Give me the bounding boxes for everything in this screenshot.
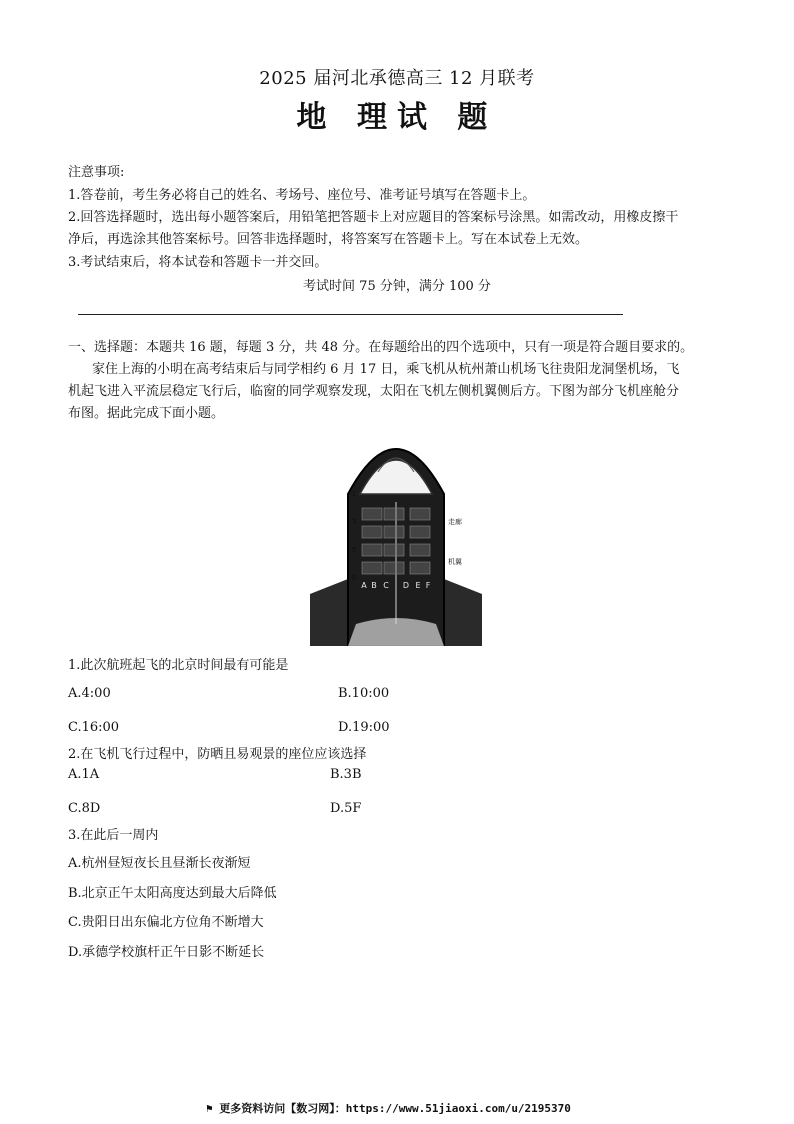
scenario-line-3: 布图。据此完成下面小题。 bbox=[68, 406, 225, 421]
question-2-option-a: A.1A bbox=[68, 767, 100, 782]
seat-letter-c: C bbox=[383, 581, 389, 590]
scenario-line-2: 机起飞进入平流层稳定飞行后，临窗的同学观察发现，太阳在飞机左侧机翼侧后方。下图为部分飞机座舱分 bbox=[68, 384, 680, 399]
seat-letter-a: A bbox=[361, 581, 367, 590]
question-3-option-d: D.承德学校旗杆正午日影不断延长 bbox=[68, 945, 265, 960]
right-wing bbox=[444, 579, 482, 646]
airplane-cabin-svg bbox=[298, 424, 494, 646]
seat-letter-e: E bbox=[415, 581, 421, 590]
seat-letter-f: F bbox=[425, 581, 431, 590]
question-3-option-c: C.贵阳日出东偏北方位角不断增大 bbox=[68, 915, 264, 930]
subject-title: 地 理试 题 bbox=[296, 100, 498, 135]
question-3-option-b: B.北京正午太阳高度达到最大后降低 bbox=[68, 886, 277, 901]
notice-heading: 注意事项: bbox=[68, 165, 125, 180]
question-1-option-c: C.16:00 bbox=[68, 720, 120, 735]
row-number-1: 1 bbox=[351, 490, 357, 498]
question-2-option-b: B.3B bbox=[330, 767, 362, 782]
exam-title: 2025 届河北承德高三 12 月联考 bbox=[259, 68, 535, 89]
exam-info: 考试时间 75 分钟，满分 100 分 bbox=[303, 279, 491, 294]
seat-letter-b: B bbox=[371, 581, 377, 590]
notice-item-2: 2.回答选择题时，选出每小题答案后，用铅笔把答题卡上对应题目的答案标号涂黑。如需改动，用橡皮擦干 bbox=[68, 210, 679, 225]
question-3-option-a: A.杭州昼短夜长且昼渐长夜渐短 bbox=[68, 856, 251, 871]
side-label-aisle: 走廊 bbox=[448, 518, 462, 526]
question-3-stem: 3.在此后一周内 bbox=[68, 828, 159, 843]
question-2-stem: 2.在飞机飞行过程中，防晒且易观景的座位应该选择 bbox=[68, 747, 367, 762]
divider-line bbox=[78, 314, 623, 315]
question-1-option-a: A.4:00 bbox=[68, 686, 111, 701]
section-intro: 一、选择题：本题共 16 题，每题 3 分，共 48 分。在每题给出的四个选项中，只有一项是符合题目要求的。 bbox=[68, 340, 694, 355]
notice-item-2-continued: 净后，再选涂其他答案标号。回答非选择题时，将答案写在答题卡上。写在本试卷上无效。 bbox=[68, 232, 589, 247]
question-1-option-d: D.19:00 bbox=[338, 720, 390, 735]
notice-item-3: 3.考试结束后，将本试卷和答题卡一并交回。 bbox=[68, 255, 328, 270]
row-number-5: 5 bbox=[351, 546, 357, 554]
row-number-8: 8 bbox=[351, 574, 357, 582]
row-number-3: 3 bbox=[351, 518, 357, 526]
question-2-option-c: C.8D bbox=[68, 801, 101, 816]
cabin-seat-diagram bbox=[298, 424, 494, 646]
footer-text: 更多资料访问【数习网】：https://www.51jiaoxi.com/u/2195370 bbox=[219, 1102, 571, 1115]
notice-item-1: 1.答卷前，考生务必将自己的姓名、考场号、座位号、准考证号填写在答题卡上。 bbox=[68, 188, 536, 203]
flag-icon: ⚑ bbox=[206, 1102, 220, 1115]
side-label-wing: 机翼 bbox=[448, 558, 462, 566]
question-1-stem: 1.此次航班起飞的北京时间最有可能是 bbox=[68, 658, 289, 673]
question-1-option-b: B.10:00 bbox=[338, 686, 390, 701]
scenario-line-1: 家住上海的小明在高考结束后与同学相约 6 月 17 日，乘飞机从杭州萧山机场飞往贵阳龙洞堡机场，飞 bbox=[92, 362, 680, 377]
footer-link[interactable] bbox=[206, 1100, 571, 1116]
left-wing bbox=[310, 579, 348, 646]
seat-letter-d: D bbox=[402, 581, 410, 590]
question-2-option-d: D.5F bbox=[330, 801, 362, 816]
